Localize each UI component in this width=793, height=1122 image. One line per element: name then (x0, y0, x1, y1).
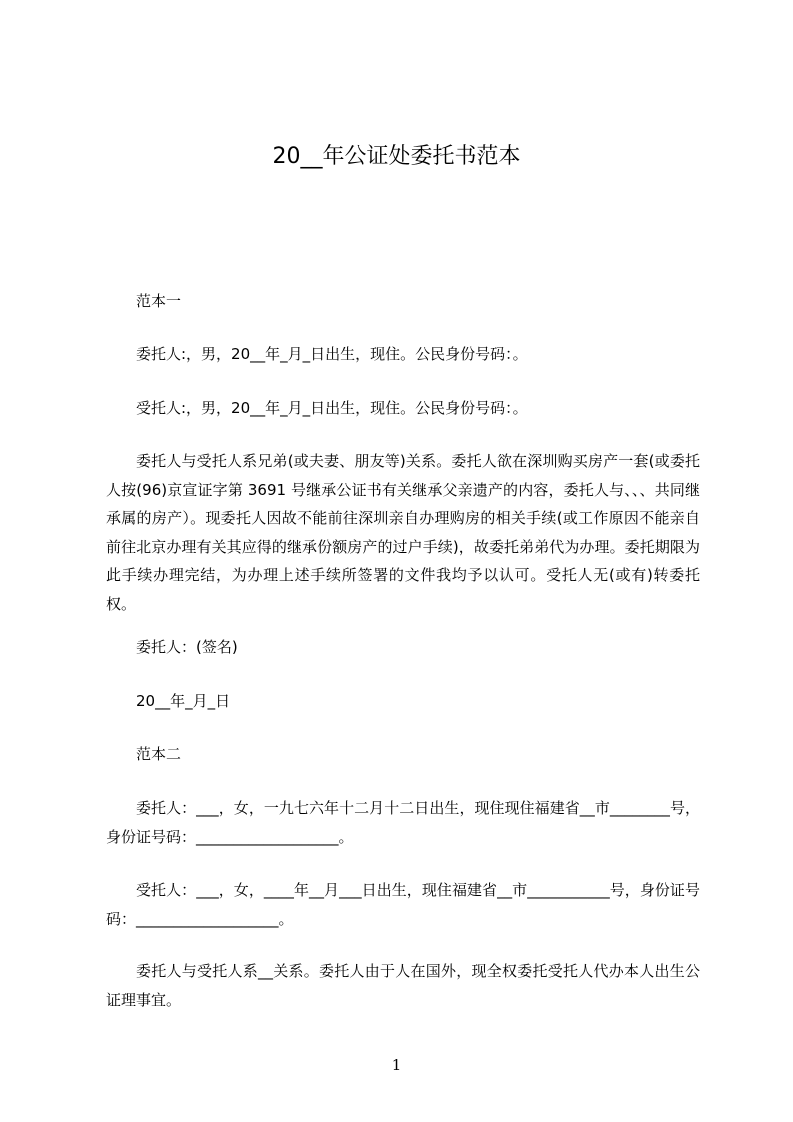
principal-info-paragraph: 委托人:，男，20__年_月_日出生，现住。公民身份号码：。 (136, 345, 528, 363)
agent-info-paragraph: 受托人:，男，20__年_月_日出生，现住。公民身份号码：。 (136, 399, 528, 417)
sample-two-heading: 范本二 (136, 745, 182, 763)
sample-two-agent-paragraph: 受托人：___，女，____年__月___日出生，现住福建省__市___________号，身份证号码：___________________。 (106, 881, 700, 928)
sample-two-principal-paragraph: 委托人：___，女，一九七六年十二月十二日出生，现住现住福建省__市________号，身份证号码：___________________。 (106, 799, 700, 846)
document-title: 20__年公证处委托书范本 (272, 144, 521, 169)
page-number: 1 (391, 1056, 402, 1074)
entrustment-body-paragraph: 委托人与受托人系兄弟(或夫妻、朋友等)关系。委托人欲在深圳购买房产一套(或委托人按(96)京宣证字第 3691 号继承公证书有关继承父亲遗产的内容，委托人与、、、共同继承属的房产）。现委托人因故不能前往深圳亲自办理购房的相关手续(或工作原因不能亲自前往北京办理有关其应得的继承份额房产的过户手续)，故委托弟弟代为办理。委托期限为此手续办理完结，为办理上述手续所签署的文件我均予以认可。受托人无(或有)转委托权。 (106, 452, 700, 613)
signature-date-line: 20__年_月_日 (136, 692, 231, 710)
sample-two-relationship-paragraph: 委托人与受托人系__关系。委托人由于人在国外，现全权委托受托人代办本人出生公证理事宜。 (106, 962, 700, 1009)
principal-signature-line: 委托人：(签名) (136, 638, 238, 656)
sample-one-heading: 范本一 (136, 292, 182, 310)
